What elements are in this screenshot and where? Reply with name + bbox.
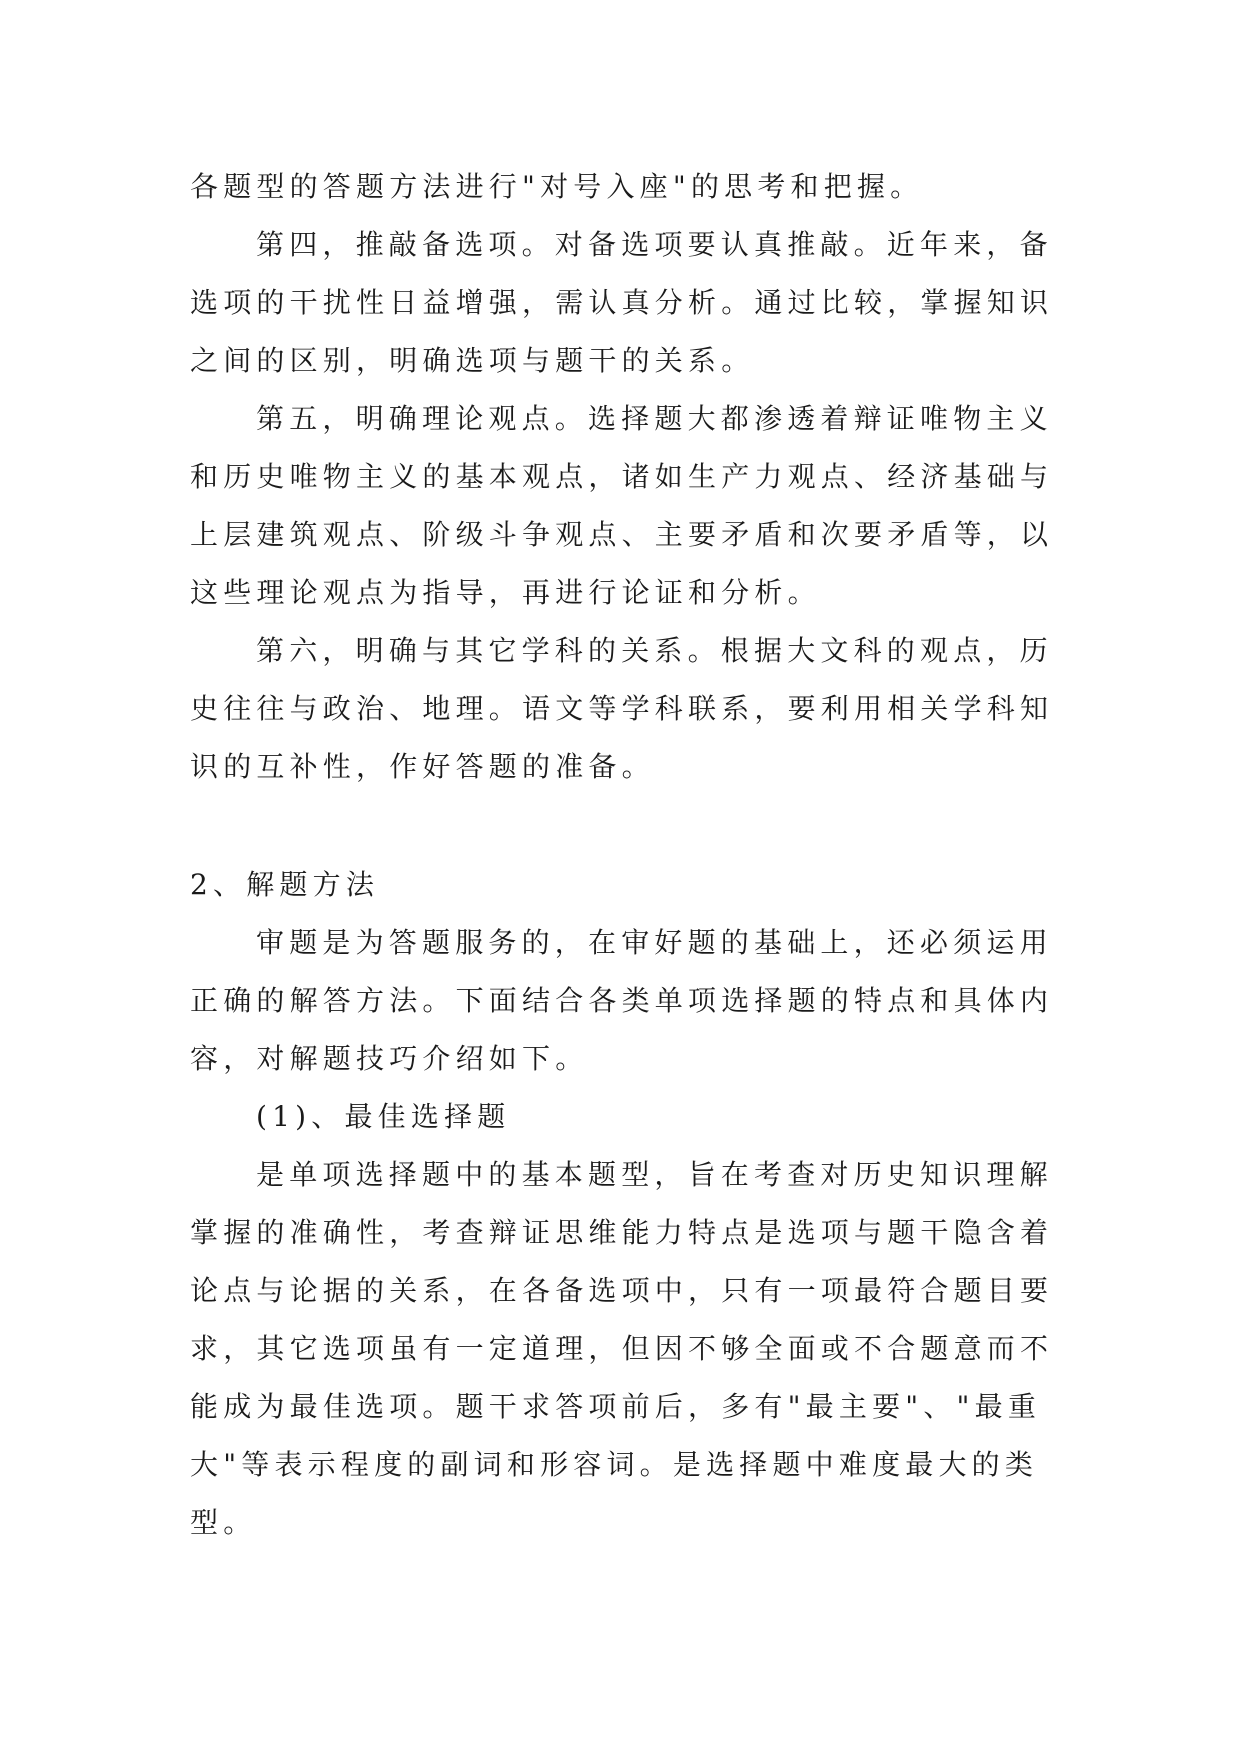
paragraph-line: 大"等表示程度的副词和形容词。是选择题中难度最大的类 bbox=[190, 1448, 1039, 1481]
paragraph-line: 识的互补性，作好答题的准备。 bbox=[190, 750, 655, 783]
paragraph-line: 是单项选择题中的基本题型，旨在考查对历史知识理解 bbox=[256, 1158, 1053, 1191]
paragraph-line: 之间的区别，明确选项与题干的关系。 bbox=[190, 344, 755, 377]
section-heading: 2、解题方法 bbox=[190, 868, 380, 901]
paragraph-line: 第四，推敲备选项。对备选项要认真推敲。近年来，备 bbox=[256, 228, 1053, 261]
paragraph-line: 型。 bbox=[190, 1506, 257, 1539]
paragraph-line: 各题型的答题方法进行"对号入座"的思考和把握。 bbox=[190, 170, 924, 203]
paragraph-line: 上层建筑观点、阶级斗争观点、主要矛盾和次要矛盾等，以 bbox=[190, 518, 1054, 551]
paragraph-line: 和历史唯物主义的基本观点，诸如生产力观点、经济基础与 bbox=[190, 460, 1054, 493]
paragraph-line: 掌握的准确性，考查辩证思维能力特点是选项与题干隐含着 bbox=[190, 1216, 1054, 1249]
paragraph-line: 审题是为答题服务的，在审好题的基础上，还必须运用 bbox=[256, 926, 1053, 959]
paragraph-line: 能成为最佳选项。题干求答项前后，多有"最主要"、"最重 bbox=[190, 1390, 1042, 1423]
paragraph-line: 这些理论观点为指导，再进行论证和分析。 bbox=[190, 576, 821, 609]
paragraph-line: 第六，明确与其它学科的关系。根据大文科的观点，历 bbox=[256, 634, 1053, 667]
section-spacer bbox=[190, 796, 1050, 856]
paragraph-line: 正确的解答方法。下面结合各类单项选择题的特点和具体内 bbox=[190, 984, 1054, 1017]
subsection-heading: (1)、最佳选择题 bbox=[256, 1100, 511, 1133]
paragraph-line: 选项的干扰性日益增强，需认真分析。通过比较，掌握知识 bbox=[190, 286, 1054, 319]
paragraph-line: 论点与论据的关系，在各备选项中，只有一项最符合题目要 bbox=[190, 1274, 1054, 1307]
paragraph-line: 史往往与政治、地理。语文等学科联系，要利用相关学科知 bbox=[190, 692, 1054, 725]
paragraph-line: 求，其它选项虽有一定道理，但因不够全面或不合题意而不 bbox=[190, 1332, 1054, 1365]
paragraph-line: 第五，明确理论观点。选择题大都渗透着辩证唯物主义 bbox=[256, 402, 1053, 435]
paragraph-line: 容，对解题技巧介绍如下。 bbox=[190, 1042, 589, 1075]
document-body bbox=[190, 158, 1054, 1552]
